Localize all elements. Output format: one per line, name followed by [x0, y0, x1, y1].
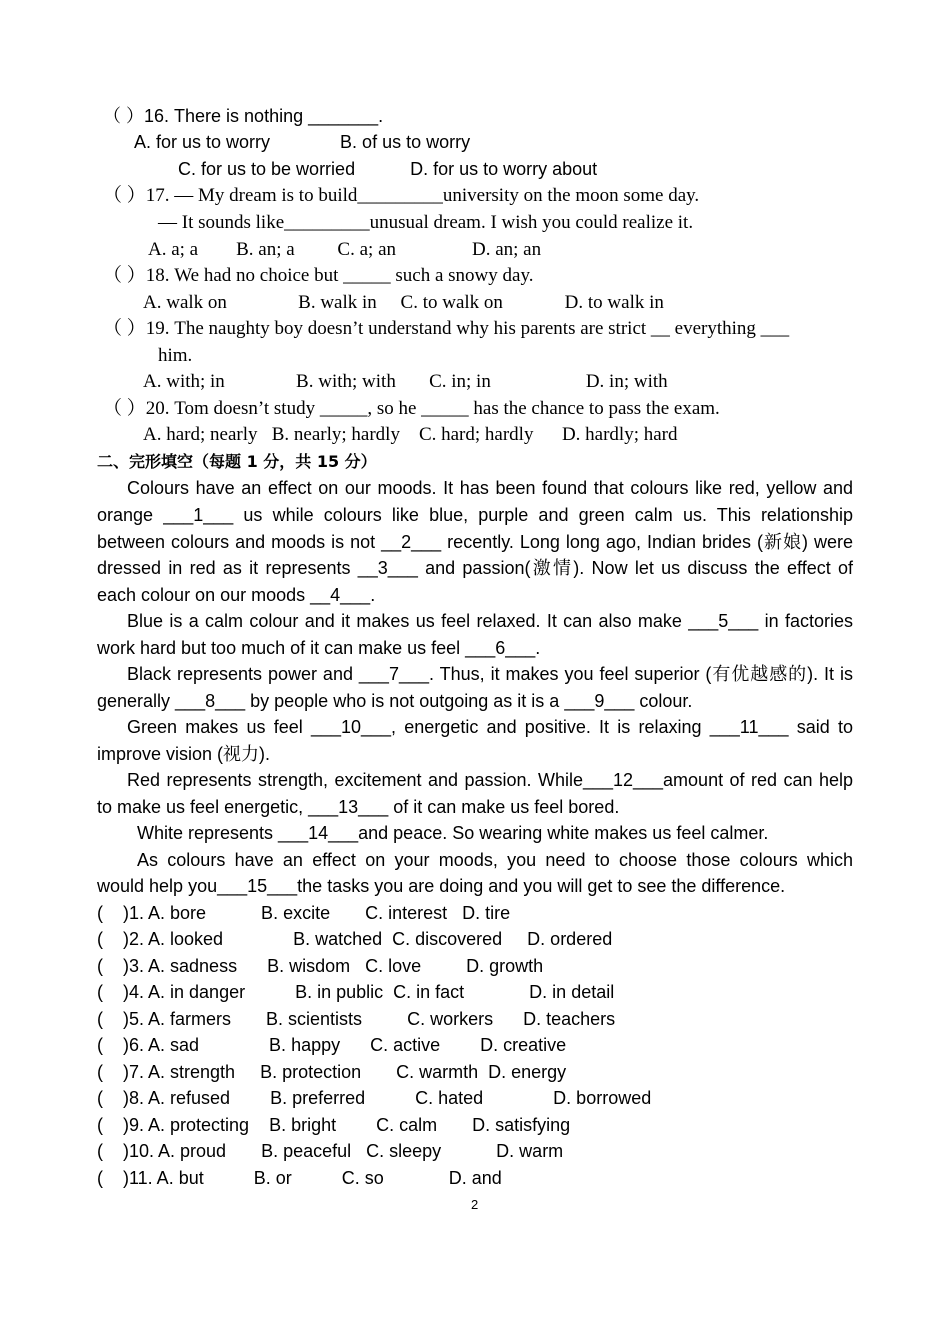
cloze-question-7: ( )7. A. strength B. protection C. warmth D. energy	[97, 1062, 567, 1082]
q16-options-cd: C. for us to be worried D. for us to worry about	[178, 159, 598, 179]
q20-stem: （ ）20. Tom doesn’t study _____, so he _____ has the chance to pass the exam.	[103, 398, 720, 419]
q19-options: A. with; in B. with; with C. in; in D. in; with	[143, 371, 668, 392]
passage-line: generally ___8___ by people who is not outgoing as it is a ___9___ colour.	[97, 691, 693, 711]
cloze-question-11: ( )11. A. but B. or C. so D. and	[97, 1168, 502, 1188]
cloze-question-5: ( )5. A. farmers B. scientists C. workers D. teachers	[97, 1009, 616, 1029]
passage-line: Blue is a calm colour and it makes us feel relaxed. It can also make ___5___ in factories	[127, 611, 853, 631]
q18-options: A. walk on B. walk in C. to walk on D. to walk in	[143, 292, 664, 313]
q17-stem-2: — It sounds like_________unusual dream. I wish you could realize it.	[158, 212, 694, 233]
q16-options-ab: A. for us to worry B. of us to worry	[134, 132, 471, 152]
cloze-question-8: ( )8. A. refused B. preferred C. hated D. borrowed	[97, 1088, 652, 1108]
cloze-question-6: ( )6. A. sad B. happy C. active D. creative	[97, 1035, 567, 1055]
passage-line: would help you___15___the tasks you are doing and you will get to see the difference.	[97, 876, 786, 896]
passage-line: each colour on our moods __4___.	[97, 585, 376, 605]
cloze-question-9: ( )9. A. protecting B. bright C. calm D. satisfying	[97, 1115, 571, 1135]
passage-line: to make us feel energetic, ___13___ of it can make us feel bored.	[97, 797, 620, 817]
passage-line: Colours have an effect on our moods. It has been found that colours like red, yellow and	[127, 478, 853, 498]
q19-stem: （ ）19. The naughty boy doesn’t understand why his parents are strict __ everything ___	[103, 318, 790, 339]
cloze-question-4: ( )4. A. in danger B. in public C. in fact D. in detail	[97, 982, 615, 1002]
passage-line: White represents ___14___and peace. So wearing white makes us feel calmer.	[137, 823, 769, 843]
passage-line: improve vision (视力).	[97, 744, 271, 764]
cloze-question-2: ( )2. A. looked B. watched C. discovered D. ordered	[97, 929, 613, 949]
passage-line: work hard but too much of it can make us feel ___6___.	[97, 638, 541, 658]
passage-line: Red represents strength, excitement and passion. While___12___amount of red can help	[127, 770, 853, 790]
passage-line: dressed in red as it represents __3___ and passion(激情). Now let us discuss the effect of	[97, 558, 853, 578]
q17-options: A. a; a B. an; a C. a; an D. an; an	[148, 239, 542, 260]
cloze-heading: 二、完形填空（每题 1 分，共 15 分）	[97, 452, 377, 471]
cloze-question-10: ( )10. A. proud B. peaceful C. sleepy D. warm	[97, 1141, 564, 1161]
q18-stem: （ ）18. We had no choice but _____ such a snowy day.	[103, 265, 534, 286]
q16-stem: （ ）16. There is nothing _______.	[103, 106, 384, 126]
passage-line: Green makes us feel ___10___, energetic and positive. It is relaxing ___11___ said to	[127, 717, 853, 737]
q20-options: A. hard; nearly B. nearly; hardly C. hard; hardly D. hardly; hard	[143, 424, 678, 445]
passage-line: As colours have an effect on your moods, you need to choose those colours which	[137, 850, 853, 870]
page-number: 2	[471, 1197, 479, 1212]
passage-line: between colours and moods is not __2___ recently. Long long ago, Indian brides (新娘) were	[97, 532, 853, 552]
q19-stem-2: him.	[158, 345, 193, 366]
cloze-question-1: ( )1. A. bore B. excite C. interest D. tire	[97, 903, 511, 923]
cloze-question-3: ( )3. A. sadness B. wisdom C. love D. growth	[97, 956, 544, 976]
passage-line: Black represents power and ___7___. Thus, it makes you feel superior (有优越感的). It is	[127, 664, 853, 684]
passage-line: orange ___1___ us while colours like blue, purple and green calm us. This relationship	[97, 505, 853, 525]
q17-stem: （ ）17. — My dream is to build_________university on the moon some day.	[103, 185, 700, 206]
